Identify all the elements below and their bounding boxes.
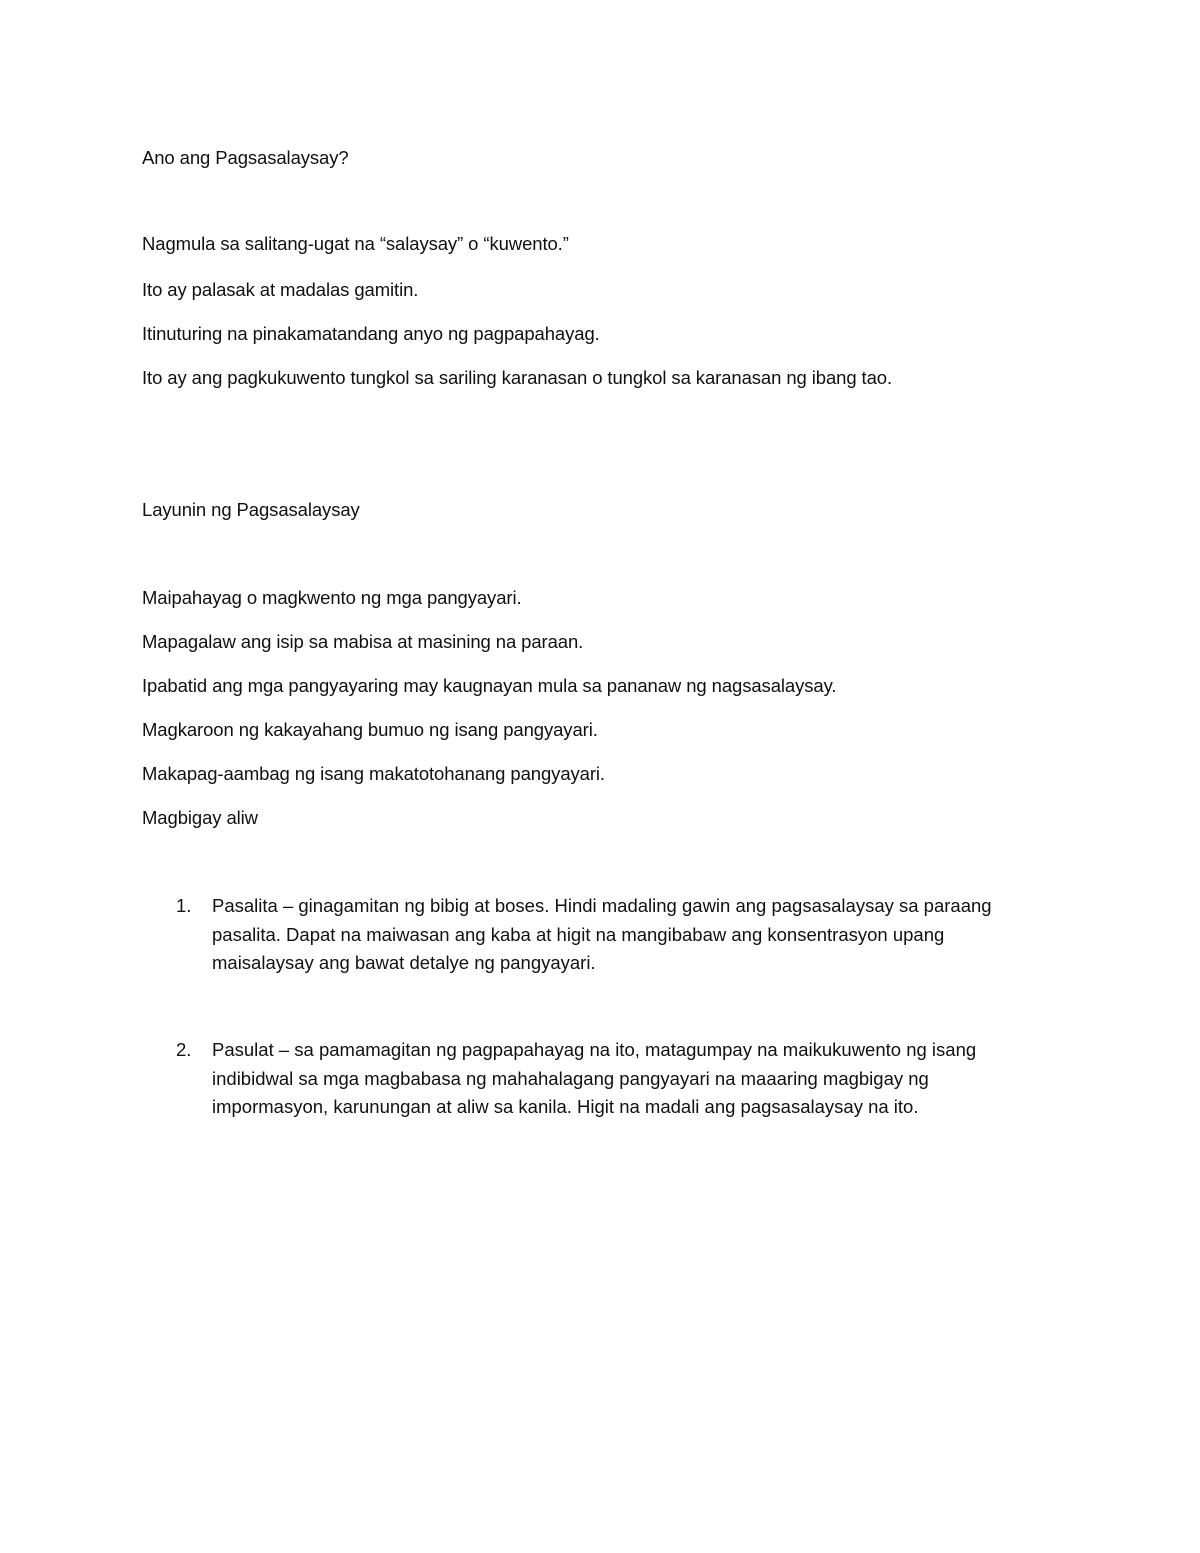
list-number: 1. <box>176 895 192 916</box>
numbered-list-item <box>142 1036 1042 1122</box>
paragraph-line: Ito ay palasak at madalas gamitin. <box>142 279 419 300</box>
paragraph-line: Magkaroon ng kakayahang bumuo ng isang pangyayari. <box>142 719 598 740</box>
numbered-list-item <box>142 892 1042 978</box>
paragraph-line: Makapag-aambag ng isang makatotohanang pangyayari. <box>142 763 605 784</box>
list-number: 2. <box>176 1039 192 1060</box>
paragraph-line: Maipahayag o magkwento ng mga pangyayari. <box>142 587 522 608</box>
list-item-text: Pasulat – sa pamamagitan ng pagpapahayag na ito, matagumpay na maikukuwento ng isang indibidwal sa mga magbabasa ng mahahalagang pangyayari na maaaring magbigay ng impormasyon, karunungan at aliw sa kanila. Higit na madali ang pagsasalaysay na ito. <box>212 1039 977 1117</box>
paragraph-line: Ipabatid ang mga pangyayaring may kaugnayan mula sa pananaw ng nagsasalaysay. <box>142 675 837 696</box>
paragraph-line: Nagmula sa salitang-ugat na “salaysay” o “kuwento.” <box>142 233 569 254</box>
paragraph-line: Ito ay ang pagkukuwento tungkol sa sariling karanasan o tungkol sa karanasan ng ibang tao. <box>142 367 893 388</box>
paragraph-line: Magbigay aliw <box>142 807 258 828</box>
paragraph-line: Mapagalaw ang isip sa mabisa at masining na paraan. <box>142 631 584 652</box>
paragraph-line: Itinuturing na pinakamatandang anyo ng pagpapahayag. <box>142 323 600 344</box>
section-heading-layunin: Layunin ng Pagsasalaysay <box>142 499 360 520</box>
list-item-text: Pasalita – ginagamitan ng bibig at boses. Hindi madaling gawin ang pagsasalaysay sa paraang pasalita. Dapat na maiwasan ang kaba at higit na mangibabaw ang konsentrasyon upang maisalaysay ang bawat detalye ng pangyayari. <box>212 895 992 973</box>
section-heading-ano-ang-pagsasalaysay: Ano ang Pagsasalaysay? <box>142 147 349 168</box>
